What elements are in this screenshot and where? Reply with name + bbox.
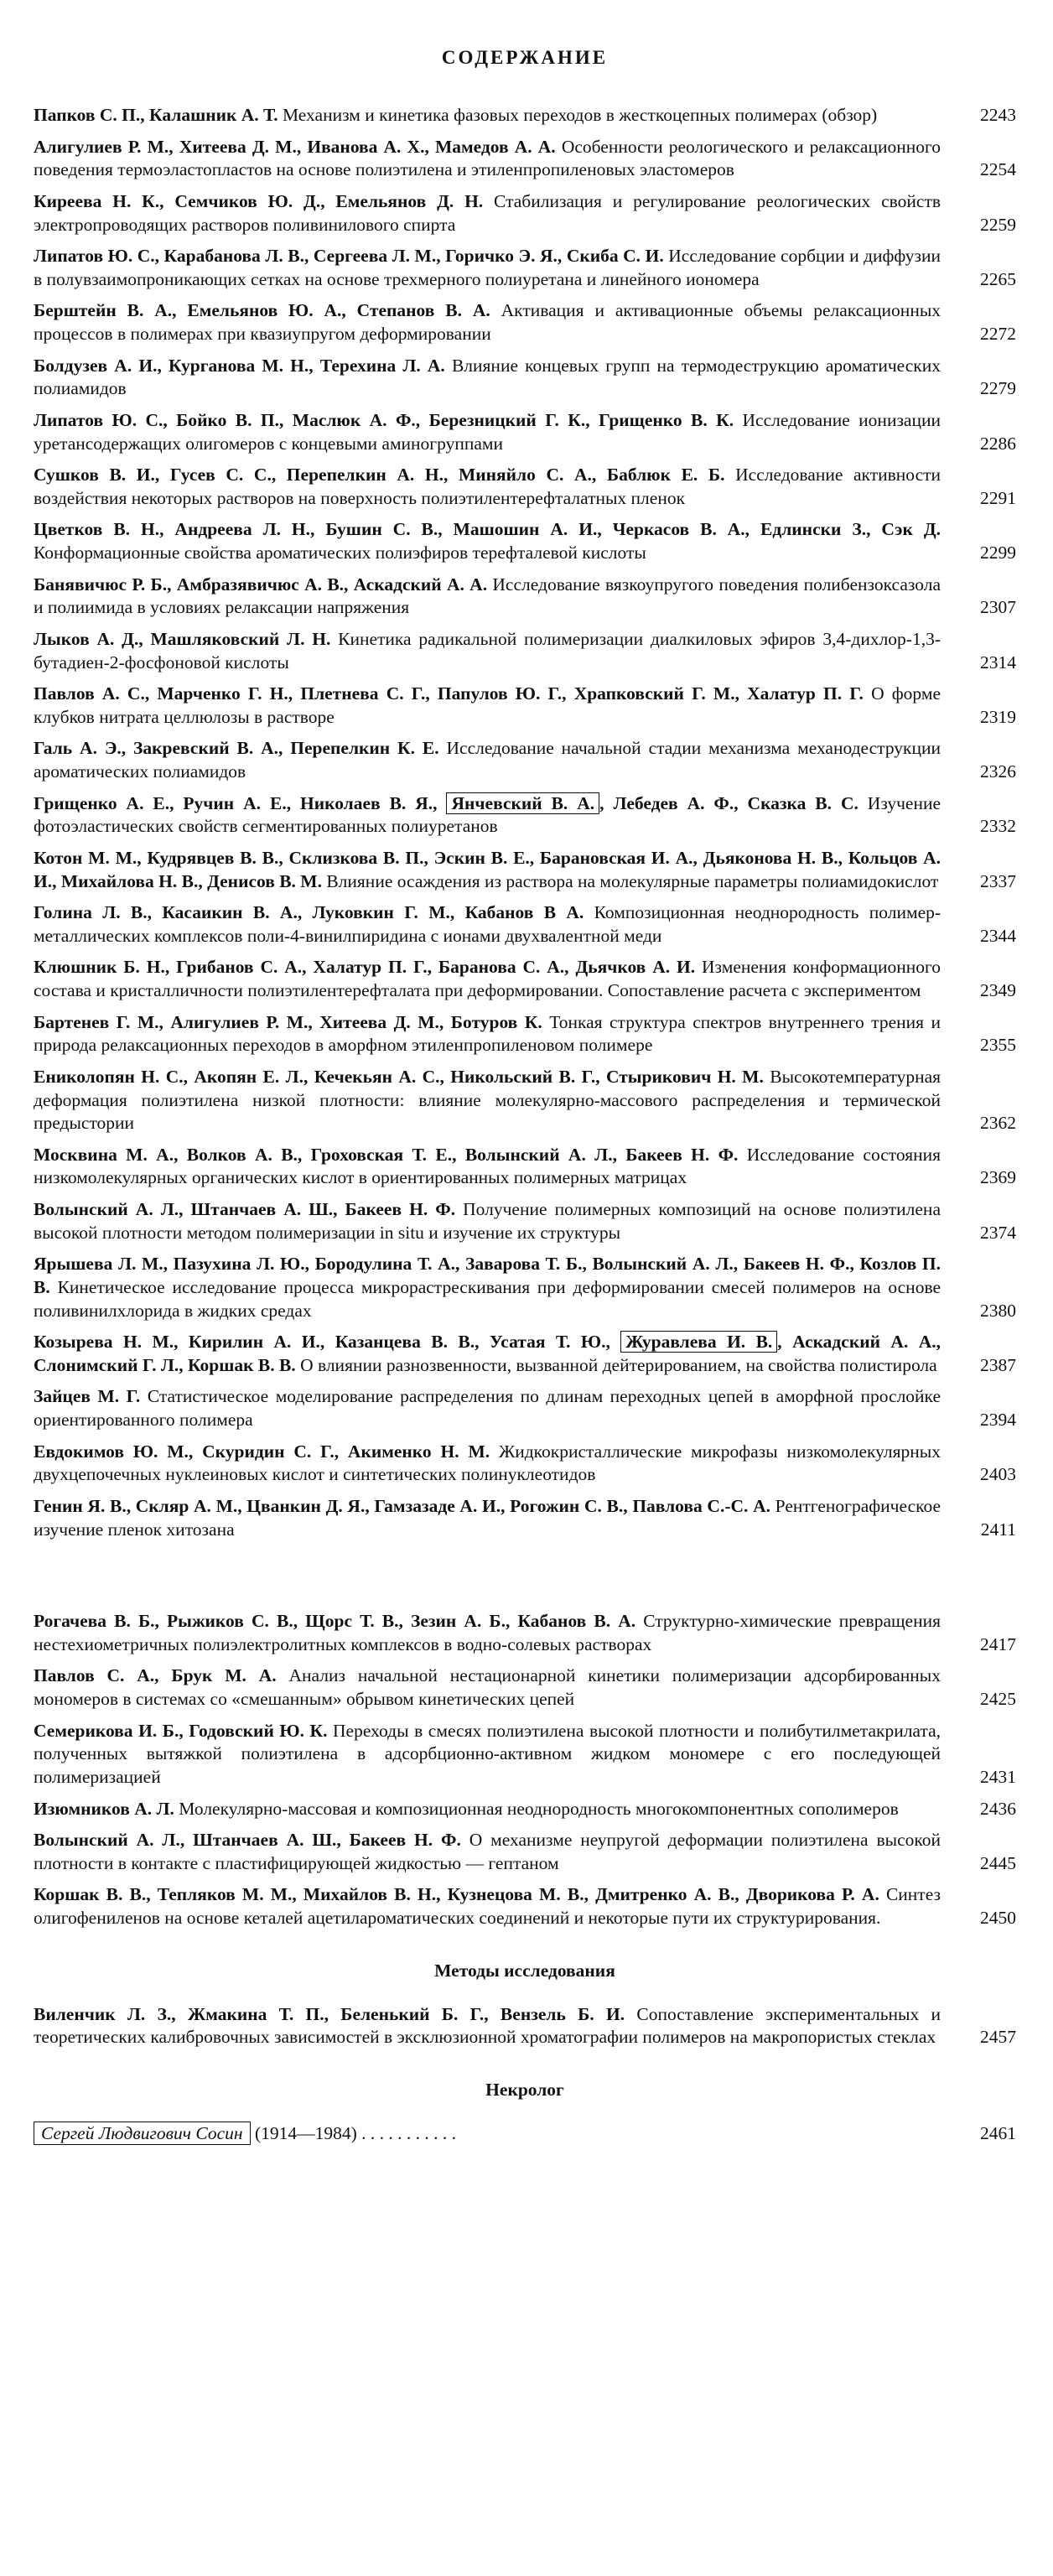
entry-title: Статистическое моделирование распределения по длинам переходных цепей в аморфной прослойке ориентированного полимера [34,1386,941,1430]
entry-authors: Голина Л. В., Касаикин В. А., Луковкин Г. М., Кабанов В А. [34,902,584,923]
contents-entry [34,1665,1016,1711]
entry-title: Активация и активационные объемы релаксационных процессов в полимерах при квазиупругом деформировании [34,300,941,344]
entry-authors: Москвина М. А., Волков А. В., Гроховская Т. Е., Волынский А. Л., Бакеев Н. Ф. [34,1144,739,1165]
contents-entry [34,1798,1016,1821]
entry-authors: Котон М. М., Кудрявцев В. В., Склизкова В. П., Эскин В. Е., Барановская И. А., Дьяконова Н. В., Кольцов А. И., Михайлова Н. В., Денисов В. М. [34,847,941,891]
leader-dots: . . . . . . . . . . . [361,2122,457,2143]
page-number: 2417 [980,1633,1016,1654]
page-number: 2279 [980,378,1016,399]
contents-entry [34,464,1016,510]
entry-authors: Зайцев М. Г. [34,1386,141,1407]
entry-authors: Липатов Ю. С., Карабанова Л. В., Сергеева Л. М., Горичко Э. Я., Скиба С. И. [34,246,664,267]
entry-authors: Волынский А. Л., Штанчаев А. Ш., Бакеев Н. Ф. [34,1199,456,1219]
page-number: 2374 [980,1222,1016,1243]
entry-title: Влияние концевых групп на термодеструкцию ароматических полиамидов [34,355,941,399]
entry-authors: Ениколопян Н. С., Акопян Е. Л., Кечекьян А. С., Никольский В. Г., Стырикович Н. М. [34,1066,764,1087]
contents-entry [34,628,1016,674]
page-number: 2355 [980,1035,1016,1056]
entry-title: Синтез олигофениленов на основе кеталей ацетилароматических соединений и некоторые пути их структурирования. [34,1884,941,1928]
contents-entry [34,847,1016,893]
page-number: 2411 [980,1519,1016,1540]
contents-entry [34,1610,1016,1656]
entry-title: Сопоставление экспериментальных и теоретических калибровочных зависимостей в эксклюзионной хроматографии полимеров на макропористых стеклах [34,2003,941,2048]
contents-entry [34,956,1016,1002]
contents-entry [34,901,1016,948]
contents-entry [34,190,1016,236]
entry-title: Тонкая структура спектров внутреннего трения и природа релаксационных переходов в аморфном этиленпропиленовом полимере [34,1011,941,1056]
entry-authors: Грищенко А. Е., Ручин А. Е., Николаев В. Я., [34,792,438,813]
page-number: 2344 [980,925,1016,946]
page-number: 2314 [980,652,1016,673]
contents-entry [34,1495,1016,1541]
entry-title: Влияние осаждения из раствора на молекулярные параметры полиамидокислот [326,870,939,891]
entry-authors: Козырева Н. М., Кирилин А. И., Казанцева В. В., Усатая Т. Ю., [34,1332,610,1353]
entry-authors: Волынский А. Л., Штанчаев А. Ш., Бакеев Н. Ф. [34,1830,461,1851]
contents-entry [34,2003,1016,2049]
entry-title: О механизме неупругой деформации полиэтилена высокой плотности в контакте с пластифицирующей жидкостью — гептаном [34,1830,941,1873]
page-number: 2436 [980,1798,1016,1819]
entry-title: Исследование состояния низкомолекулярных органических кислот в ориентированных полимерных матрицах [34,1144,941,1188]
entry-title: Исследование ионизации уретансодержащих олигомеров с концевыми аминогруппами [34,409,941,454]
entry-authors-cont: , Лебедев А. Ф., Сказка В. С. [599,792,858,813]
contents-entry [34,518,1016,564]
contents-entry [34,1011,1016,1057]
page-number: 2272 [980,324,1016,344]
contents-entry [34,409,1016,455]
page-number: 2461 [980,2122,1016,2143]
page-number: 2299 [980,543,1016,563]
section-heading-methods: Методы исследования [434,1960,615,1981]
entry-title: Структурно-химические превращения нестехиометричных полиэлектролитных комплексов в водно-солевых растворах [34,1611,941,1654]
entry-title: Изменения конформационного состава и кристалличности полиэтилентерефталата при деформировании. Сопоставление расчета с экспериментом [34,957,941,1000]
entry-authors: Клюшник Б. Н., Грибанов С. А., Халатур П. Г., Баранова С. А., Дьячков А. И. [34,957,696,978]
page-title: СОДЕРЖАНИЕ [441,47,609,68]
contents-entry [34,299,1016,345]
page-number: 2265 [980,268,1016,289]
page-number: 2394 [980,1410,1016,1430]
page-number: 2380 [980,1300,1016,1321]
page-number: 2259 [980,214,1016,235]
entry-title: Механизм и кинетика фазовых переходов в жесткоцепных полимерах (обзор) [282,105,878,125]
page-number: 2326 [980,761,1016,782]
entry-title: О форме клубков нитрата целлюлозы в растворе [34,683,941,727]
contents-list-main [34,104,1016,1541]
entry-authors: Папков С. П., Калашник А. Т. [34,105,278,125]
entry-authors: Павлов С. А., Брук М. А. [34,1665,277,1686]
contents-entry [34,1720,1016,1789]
page-number: 2445 [980,1852,1016,1873]
page-number: 2362 [980,1113,1016,1134]
entry-title: О влиянии разнозвенности, вызванной дейтерированием, на свойства полистирола [300,1354,937,1375]
contents-list-second [34,1610,1016,1930]
entry-title: Исследование начальной стадии механизма механодеструкции ароматических полиамидов [34,738,941,782]
page-number: 2307 [980,597,1016,618]
entry-title: Кинетическое исследование процесса микрорастрескивания при деформировании смесей полимеров на основе поливинилхлорида в жидких средах [34,1276,941,1321]
entry-title: Анализ начальной нестационарной кинетики полимеризации адсорбированных мономеров в системах со «смешанным» обрывом кинетических цепей [34,1665,941,1709]
page-number: 2425 [980,1689,1016,1709]
contents-entry [34,1144,1016,1190]
entry-authors: Генин Я. В., Скляр А. М., Цванкин Д. Я., Гамзазаде А. И., Рогожин С. В., Павлова С.-С. А. [34,1495,770,1516]
entry-authors: Лыков А. Д., Машляковский Л. Н. [34,628,331,649]
entry-title: Исследование вязкоупругого поведения полибензоксазола и полиимида в условиях релаксации напряжения [34,574,941,618]
page-number: 2369 [980,1167,1016,1188]
page-number: 2319 [980,706,1016,727]
contents-entry [34,245,1016,291]
entry-authors: Семерикова И. Б., Годовский Ю. К. [34,1720,328,1741]
contents-entry [34,136,1016,182]
entry-authors: Рогачева В. Б., Рыжиков С. В., Щорс Т. В., Зезин А. Б., Кабанов В. А. [34,1611,636,1632]
contents-entry [34,1066,1016,1135]
contents-entry [34,1829,1016,1875]
entry-authors: Сушков В. И., Гусев С. С., Перепелкин А. Н., Миняйло С. А., Баблюк Е. Б. [34,465,725,486]
entry-authors: Берштейн В. А., Емельянов Ю. А., Степанов В. А. [34,300,490,321]
entry-authors: Коршак В. В., Тепляков М. М., Михайлов В. Н., Кузнецова М. В., Дмитренко А. В., Дворикова Р. А. [34,1884,879,1905]
entry-title: Стабилизация и регулирование реологических свойств электропроводящих растворов поливинилового спирта [34,190,941,235]
entry-title: Кинетика радикальной полимеризации диалкиловых эфиров 3,4-дихлор-1,3-бутадиен-2-фосфоновой кислоты [34,628,941,673]
entry-title: Переходы в смесях полиэтилена высокой плотности и полибутилметакрилата, полученных вытяжкой полиэтилена в адсорбционно-активном жидком мономере с его последующей полимеризацией [34,1720,941,1787]
contents-entry [34,1385,1016,1431]
entry-title: Изучение фотоэластических свойств сегментированных полиуретанов [34,792,941,837]
entry-title: Высокотемпературная деформация полиэтилена низкой плотности: влияние молекулярно-массового распределения и термической предыстории [34,1066,941,1134]
entry-title: Конформационные свойства ароматических полиэфиров терефталевой кислоты [34,543,646,563]
entry-authors: Банявичюс Р. Б., Амбразявичюс А. В., Аскадский А. А. [34,574,488,595]
contents-entry [34,355,1016,401]
entry-title: Исследование сорбции и диффузии в полувзаимопроникающих сетках на основе трехмерного полиуретана и линейного иономера [34,246,941,289]
contents-entry [34,737,1016,783]
contents-entry [34,792,1016,839]
entry-authors: Цветков В. Н., Андреева Л. Н., Бушин С. В., Машошин А. И., Черкасов В. А., Едлински З., Сэк Д. [34,519,941,540]
section-gap [34,1550,1016,1610]
entry-authors: Бартенев Г. М., Алигулиев Р. М., Хитеева Д. М., Ботуров К. [34,1011,542,1032]
page-number: 2387 [980,1354,1016,1375]
contents-entry [34,1331,1016,1377]
page-number: 2243 [980,105,1016,125]
entry-title: Исследование активности воздействия некоторых растворов на поверхность полиэтилентерефталатных пленок [34,465,941,508]
deceased-author-box: Янчевский В. А. [446,792,599,814]
entry-title: Получение полимерных композиций на основе полиэтилена высокой плотности методом полимеризации in situ и изучение их структуры [34,1199,941,1243]
entry-authors: Липатов Ю. С., Бойко В. П., Маслюк А. Ф., Березницкий Г. К., Грищенко В. К. [34,409,734,430]
page-number: 2403 [980,1464,1016,1485]
obituary-name: Сергей Людвигович Сосин [34,2122,251,2145]
entry-title: Композиционная неоднородность полимер-металлических комплексов поли-4-винилпиридина с ионами двухвалентной меди [34,902,941,946]
contents-entry [34,1883,1016,1929]
entry-authors: Киреева Н. К., Семчиков Ю. Д., Емельянов Д. Н. [34,190,484,211]
entry-title: Рентгенографическое изучение пленок хитозана [34,1495,941,1540]
page-number: 2349 [980,980,1016,1000]
obituary-years: (1914—1984) [254,2122,357,2143]
entry-authors: Евдокимов Ю. М., Скуридин С. Г., Акименко Н. М. [34,1441,490,1462]
page-number: 2332 [980,816,1016,837]
entry-authors: Алигулиев Р. М., Хитеева Д. М., Иванова А. Х., Мамедов А. А. [34,136,556,157]
contents-list-methods [34,2003,1016,2049]
contents-entry [34,683,1016,729]
page-number: 2291 [980,487,1016,508]
entry-authors-cont: , Аскадский А. А., Слонимский Г. Л., Коршак В. В. [34,1332,941,1375]
contents-entry [34,1198,1016,1244]
entry-title: Молекулярно-массовая и композиционная неоднородность многокомпонентных сополимеров [179,1798,899,1819]
entry-authors: Виленчик Л. З., Жмакина Т. П., Беленький Б. Г., Вензель Б. И. [34,2003,625,2024]
contents-entry [34,1441,1016,1487]
page-number: 2337 [980,870,1016,891]
deceased-author-box: Журавлева И. В. [620,1331,777,1353]
section-heading-obituary: Некролог [485,2079,564,2100]
obituary-entry [34,2122,1016,2146]
entry-authors: Изюмников А. Л. [34,1798,174,1819]
page-number: 2457 [980,2027,1016,2048]
contents-entry [34,104,1016,127]
entry-authors: Павлов А. С., Марченко Г. Н., Плетнева С. Г., Папулов Ю. Г., Храпковский Г. М., Халатур П. Г. [34,683,864,704]
page-number: 2431 [980,1766,1016,1787]
entry-authors: Болдузев А. И., Курганова М. Н., Терехина Л. А. [34,355,445,376]
page-number: 2450 [980,1908,1016,1928]
page-number: 2254 [980,159,1016,180]
entry-title: Жидкокристаллические микрофазы низкомолекулярных двухцепочечных нуклеиновых кислот и синтетических полинуклеотидов [34,1441,941,1485]
entry-title: Особенности реологического и релаксационного поведения термоэластопластов на основе полиэтилена и этиленпропиленовых эластомеров [34,136,941,180]
contents-entry [34,574,1016,620]
contents-entry [34,1253,1016,1322]
entry-authors: Ярышева Л. М., Пазухина Л. Ю., Бородулина Т. А., Заварова Т. Б., Волынский А. Л., Бакеев Н. Ф., Козлов П. В. [34,1254,941,1297]
entry-authors: Галь А. Э., Закревский В. А., Перепелкин К. Е. [34,738,439,759]
page-number: 2286 [980,433,1016,454]
